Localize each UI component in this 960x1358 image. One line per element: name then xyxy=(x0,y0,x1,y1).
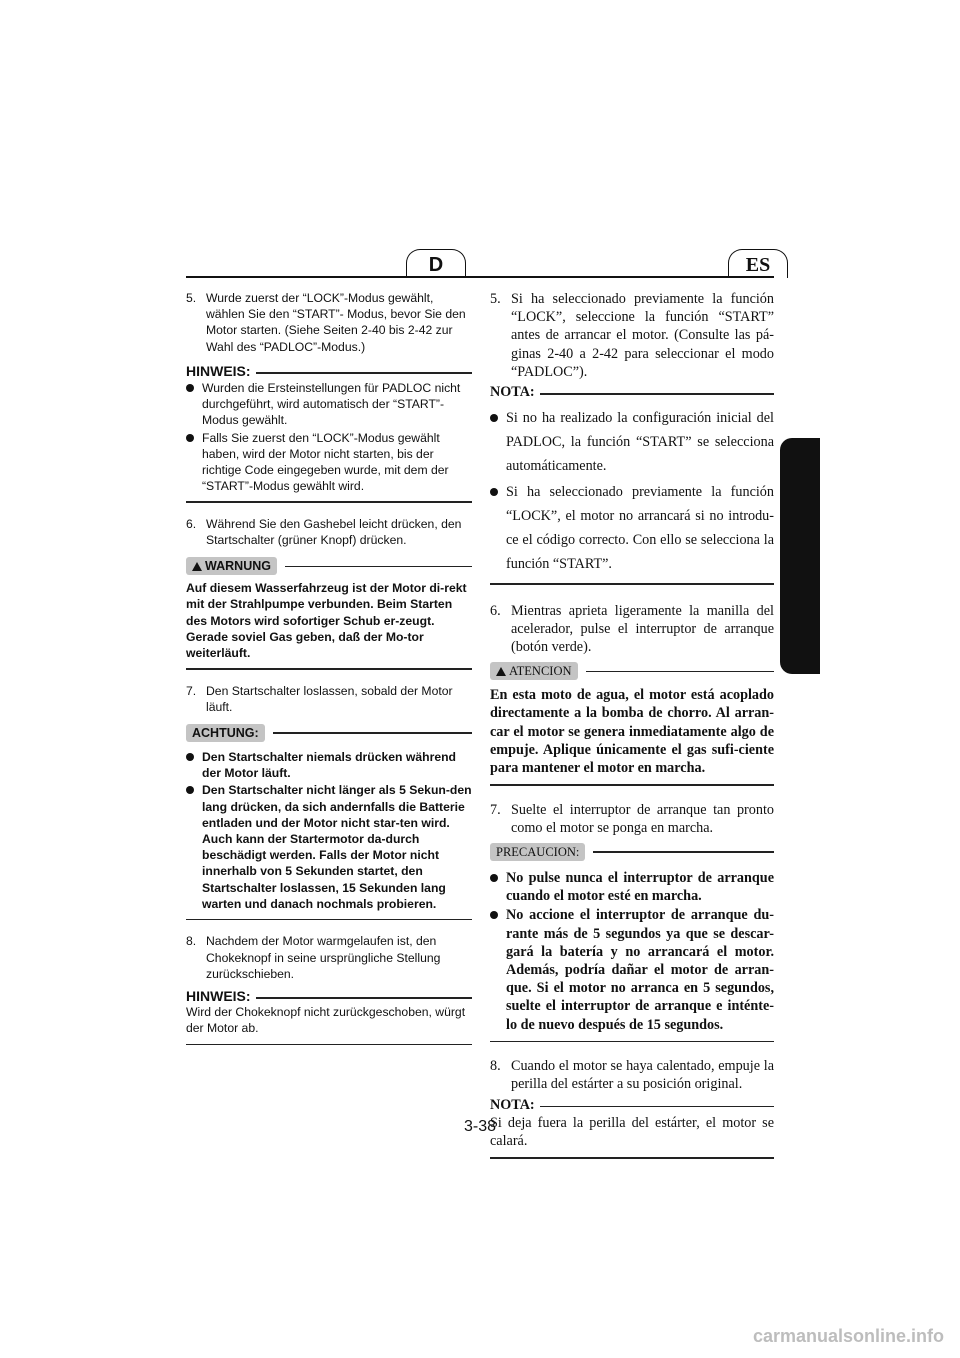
nota-label: NOTA: xyxy=(490,1096,535,1113)
list-item xyxy=(186,380,472,429)
list-item xyxy=(186,749,472,781)
step-5 xyxy=(186,290,472,355)
achtung-label: ACHTUNG: xyxy=(192,725,259,740)
bullet-text: No pulse nunca el interruptor de arranque cuando el motor esté en marcha. xyxy=(506,870,774,905)
step-number: 7. xyxy=(186,683,197,698)
heading-rule xyxy=(256,997,472,998)
bullet-text: Wurden die Ersteinstellungen für PADLOC nicht durchgeführt, wird automatisch der “START”-Modus gewählt. xyxy=(202,381,461,428)
bullet-text: Den Startschalter niemals drücken während der Motor läuft. xyxy=(202,750,456,781)
page-number: 3-38 xyxy=(463,1118,497,1135)
step-number: 5. xyxy=(490,291,501,307)
heading-rule xyxy=(273,732,472,733)
warning-text: Auf diesem Wasserfahrzeug ist der Motor di-rekt mit der Strahlpumpe verbunden. Beim Starten des Motors wird sofortiger Schub er-zeugt. Gerade soviel Gas geben, daß der Mo-tor weiterläuft. xyxy=(186,581,467,661)
warning-heading xyxy=(186,557,472,575)
bullet-icon xyxy=(490,906,506,1033)
spanish-column xyxy=(490,290,774,1159)
section-end-rule xyxy=(490,1041,774,1042)
warning-label: WARNUNG xyxy=(205,559,271,574)
section-end-rule xyxy=(490,784,774,785)
nota-label: NOTA: xyxy=(490,384,535,401)
heading-rule xyxy=(540,393,774,394)
step-number: 8. xyxy=(186,934,197,949)
bullet-text: Den Startschalter nicht länger als 5 Sekun-den lang drücken, da sich andernfalls die Batterie entladen und der Motor nicht star-ten wird. Auch kann der Startermotor da-durch beschädigt werden. Falls der Motor nicht innerhalb von 5 Sekunden startet, den Startschalter loslassen, 15 Sekunden lang warten und danach nochmals probieren. xyxy=(202,783,472,911)
step-7 xyxy=(186,683,472,715)
step-number: 6. xyxy=(490,602,501,619)
language-tab-german: D xyxy=(406,249,466,278)
step-6 xyxy=(490,602,774,657)
section-end-rule xyxy=(490,1157,774,1158)
language-tab-spanish: ES xyxy=(728,249,788,278)
atencion-badge xyxy=(490,662,578,680)
step-number: 7. xyxy=(490,801,501,818)
list-item xyxy=(490,480,774,576)
bullet-icon xyxy=(186,749,202,781)
bullet-icon xyxy=(490,480,506,576)
nota-heading xyxy=(490,383,774,401)
bullet-text: Falls Sie zuerst den “LOCK”-Modus gewählt haben, wird der Motor nicht starten, bis der richtige Code eingegeben wurde, mit dem der “START”-Modus gewählt wird. xyxy=(202,430,449,494)
hinweis-heading xyxy=(186,363,472,379)
step-text: Während Sie den Gashebel leicht drücken, den Startschalter (grüner Knopf) drücken. xyxy=(206,516,462,548)
precaucion-heading xyxy=(490,843,774,861)
bullet-icon xyxy=(490,406,506,478)
step-number: 6. xyxy=(186,516,197,531)
atencion-text: En esta moto de agua, el motor está acoplado directamente a la bomba de chorro. Al arran-car el motor se genera inmediatamente algo de empuje. Aplique únicamente el gas sufi-ciente para mantener el motor en marcha. xyxy=(490,687,774,777)
step-text: Mientras aprieta ligeramente la manilla del acelerador, pulse el interruptor de arranque (botón verde). xyxy=(511,602,774,656)
precaucion-label: PRECAUCION: xyxy=(496,844,580,859)
heading-rule xyxy=(285,566,472,567)
section-end-rule xyxy=(186,501,472,502)
note-text: Si deja fuera la perilla del estárter, el motor se calará. xyxy=(490,1114,774,1150)
step-text: Cuando el motor se haya calentado, empuje la perilla del estárter a su posición original. xyxy=(511,1058,774,1093)
heading-rule xyxy=(540,1106,774,1107)
chapter-side-tab xyxy=(780,438,820,674)
precaucion-badge xyxy=(490,843,585,861)
hinweis-heading xyxy=(186,988,472,1004)
bullet-icon xyxy=(186,430,202,495)
list-item xyxy=(490,906,774,1033)
list-item xyxy=(186,430,472,495)
step-text: Wurde zuerst der “LOCK”-Modus gewählt, wählen Sie den “START”- Modus, bevor Sie den Motor starten. (Siehe Seiten 2-40 bis 2-42 zur Wahl des “PADLOC”-Modus.) xyxy=(206,291,466,354)
section-end-rule xyxy=(186,668,472,669)
step-number: 8. xyxy=(490,1058,501,1075)
bullet-text: No accione el interruptor de arranque du-rante más de 5 segundos ya que se descar-gará la batería y no arrancará el motor. Además, podría dañar el motor de arran-que. Si el motor no arranca en 5 segundos, suelte el interruptor de arranque e inténte-lo de nuevo después de 15 segundos. xyxy=(506,907,774,1033)
warning-badge xyxy=(186,557,277,575)
bullet-text: Si ha seleccionado previamente la función “LOCK”, el motor no arrancará si no introdu-ce el código correcto. Con ello se selecciona la función “START”. xyxy=(506,484,774,573)
warning-triangle-icon xyxy=(496,667,506,676)
step-text: Si ha seleccionado previamente la función “LOCK”, seleccione la función “START” antes de arrancar el motor. (Consulte las pá-ginas 2-40 a 2-42 para seleccionar el modo “PADLOC”). xyxy=(511,291,774,380)
watermark: carmanualsonline.info xyxy=(752,1326,944,1346)
step-8 xyxy=(186,933,472,982)
section-end-rule xyxy=(186,919,472,920)
atencion-heading xyxy=(490,662,774,680)
hinweis-label: HINWEIS: xyxy=(186,362,251,379)
step-8 xyxy=(490,1057,774,1093)
hinweis-label: HINWEIS: xyxy=(186,988,251,1005)
bullet-text: Si no ha realizado la configuración inicial del PADLOC, la función “START” se selecciona automáticamente. xyxy=(506,410,774,475)
step-7 xyxy=(490,801,774,837)
step-6 xyxy=(186,516,472,548)
list-item xyxy=(490,406,774,478)
list-item xyxy=(490,869,774,905)
nota-heading xyxy=(490,1096,774,1114)
heading-rule xyxy=(593,851,774,852)
german-column xyxy=(186,290,472,1045)
step-5 xyxy=(490,290,774,381)
heading-rule xyxy=(256,372,472,373)
note-text: Wird der Chokeknopf nicht zurückgeschoben, würgt der Motor ab. xyxy=(186,1005,466,1036)
list-item xyxy=(186,782,472,912)
step-number: 5. xyxy=(186,291,197,305)
achtung-heading xyxy=(186,724,472,742)
bullet-icon xyxy=(186,782,202,912)
bullet-icon xyxy=(490,869,506,905)
step-text: Suelte el interruptor de arranque tan pronto como el motor se ponga en marcha. xyxy=(511,801,774,836)
atencion-label: ATENCION xyxy=(509,664,572,679)
section-end-rule xyxy=(186,1044,472,1045)
step-text: Nachdem der Motor warmgelaufen ist, den Chokeknopf in seine ursprüngliche Stellung zurückschieben. xyxy=(206,934,441,981)
achtung-badge xyxy=(186,724,265,742)
heading-rule xyxy=(586,671,775,672)
bullet-icon xyxy=(186,380,202,429)
header-rule xyxy=(186,276,774,278)
step-text: Den Startschalter loslassen, sobald der Motor läuft. xyxy=(206,683,453,714)
section-end-rule xyxy=(490,583,774,584)
warning-triangle-icon xyxy=(192,562,202,571)
